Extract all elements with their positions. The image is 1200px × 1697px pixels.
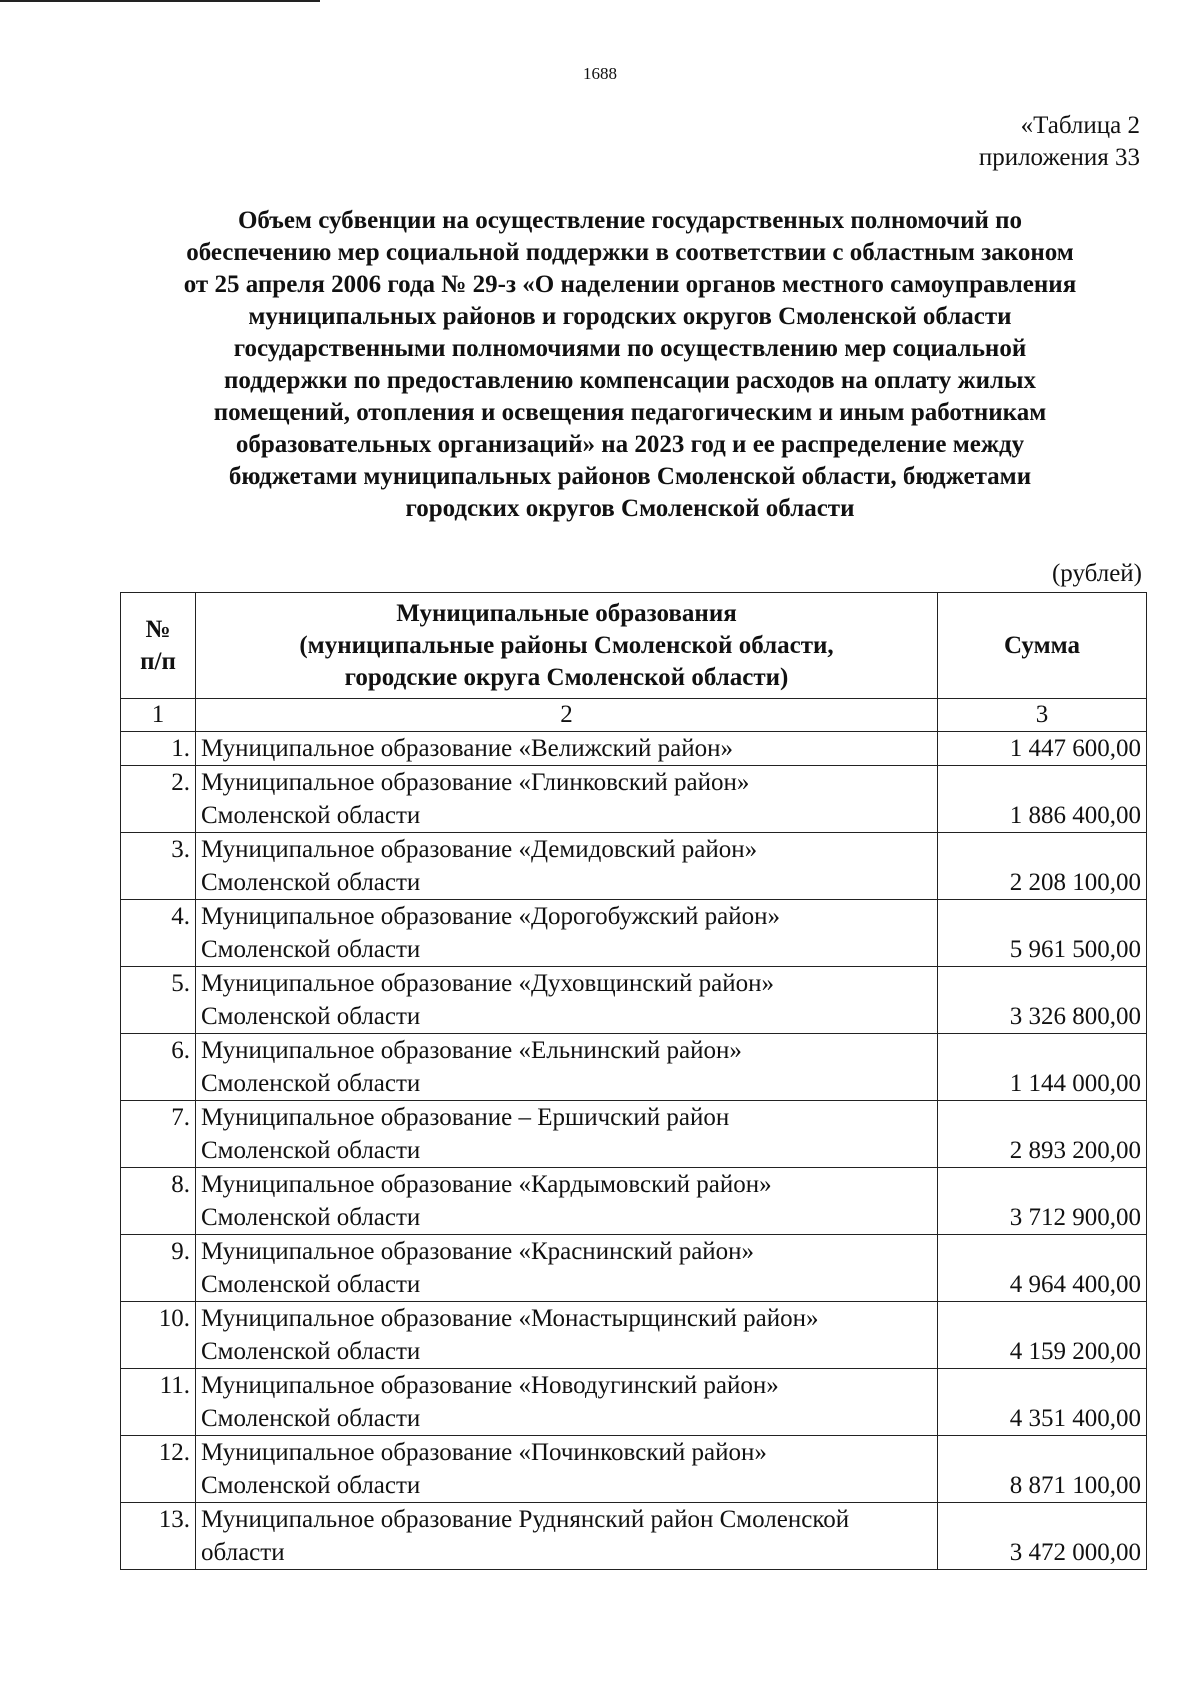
table-row (121, 1503, 1147, 1570)
row-sum: 8 871 100,00 (938, 1436, 1147, 1503)
row-sum: 1 886 400,00 (938, 766, 1147, 833)
table-row (121, 732, 1147, 766)
row-sum: 2 893 200,00 (938, 1101, 1147, 1168)
municipality-name-line: Смоленской области (201, 936, 421, 963)
appendix-reference (979, 110, 1140, 174)
row-municipality (196, 833, 938, 900)
municipality-name-line: Смоленской области (201, 1271, 421, 1298)
table-row (121, 967, 1147, 1034)
page-number: 1688 (583, 64, 617, 83)
row-number: 8. (121, 1168, 196, 1235)
table-row (121, 1302, 1147, 1369)
table-row (121, 766, 1147, 833)
title-line: образовательных организаций» на 2023 год и ее распределение между (235, 431, 1025, 458)
row-sum: 2 208 100,00 (938, 833, 1147, 900)
municipality-name-line: Муниципальное образование «Дорогобужский район» (201, 903, 780, 930)
row-municipality (196, 1369, 938, 1436)
row-number: 6. (121, 1034, 196, 1101)
row-municipality (196, 1436, 938, 1503)
header-municipality-line: городские округа Смоленской области) (344, 663, 789, 691)
row-number: 2. (121, 766, 196, 833)
municipality-name-line: Муниципальное образование «Демидовский район» (201, 836, 758, 863)
row-number: 12. (121, 1436, 196, 1503)
municipality-name-line: Муниципальное образование – Ершичский район (201, 1104, 730, 1131)
table-row (121, 1101, 1147, 1168)
title-line: обеспечению мер социальной поддержки в соответствии с областным законом (186, 239, 1074, 266)
title-line: государственными полномочиями по осуществлению мер социальной (233, 335, 1027, 362)
title-line: муниципальных районов и городских округов Смоленской области (248, 303, 1012, 330)
header-municipality-line: Муниципальные образования (396, 599, 737, 627)
table-row (121, 900, 1147, 967)
table-row (121, 833, 1147, 900)
municipality-name-line: Смоленской области (201, 1472, 421, 1499)
row-municipality (196, 766, 938, 833)
top-rule (0, 0, 320, 2)
table-row (121, 1235, 1147, 1302)
header-municipality-line: (муниципальные районы Смоленской области, (299, 631, 834, 659)
row-sum: 1 144 000,00 (938, 1034, 1147, 1101)
title-line: от 25 апреля 2006 года № 29-з «О наделении органов местного самоуправления (183, 271, 1077, 298)
municipality-name-line: Муниципальное образование «Духовщинский район» (201, 970, 774, 997)
column-index: 1 (121, 699, 196, 732)
title-line: бюджетами муниципальных районов Смоленской области, бюджетами (228, 463, 1032, 490)
row-municipality (196, 967, 938, 1034)
column-index-row (121, 699, 1147, 732)
row-number: 11. (121, 1369, 196, 1436)
row-number: 13. (121, 1503, 196, 1570)
title-line: поддержки по предоставлению компенсации расходов на оплату жилых (223, 367, 1037, 394)
header-municipality (196, 593, 938, 699)
document-title (110, 205, 1150, 525)
municipality-name-line: Смоленской области (201, 802, 421, 829)
row-number: 7. (121, 1101, 196, 1168)
municipality-name-line: Смоленской области (201, 1003, 421, 1030)
row-number: 5. (121, 967, 196, 1034)
row-municipality (196, 1168, 938, 1235)
row-sum: 4 159 200,00 (938, 1302, 1147, 1369)
row-sum: 5 961 500,00 (938, 900, 1147, 967)
row-municipality (196, 900, 938, 967)
municipality-name-line: Смоленской области (201, 869, 421, 896)
row-municipality (196, 1503, 938, 1570)
appendix-number-label: приложения 33 (978, 144, 1140, 171)
municipality-name-line: Муниципальное образование «Глинковский район» (201, 769, 750, 796)
municipality-name-line: Смоленской области (201, 1070, 421, 1097)
municipality-name-line: Муниципальное образование «Велижский район» (201, 735, 733, 762)
row-number: 1. (121, 732, 196, 766)
row-sum: 4 351 400,00 (938, 1369, 1147, 1436)
column-index: 2 (196, 699, 938, 732)
municipality-name-line: Муниципальное образование «Новодугинский район» (201, 1372, 779, 1399)
municipality-name-line: Муниципальное образование Руднянский район Смоленской (201, 1506, 850, 1533)
title-line: городских округов Смоленской области (405, 495, 855, 522)
municipality-name-line: Смоленской области (201, 1204, 421, 1231)
header-number-sign: № (145, 615, 171, 643)
row-sum: 3 712 900,00 (938, 1168, 1147, 1235)
row-sum: 4 964 400,00 (938, 1235, 1147, 1302)
municipality-name-line: Смоленской области (201, 1137, 421, 1164)
appendix-table-label: «Таблица 2 (1020, 112, 1140, 139)
row-number: 3. (121, 833, 196, 900)
row-sum: 3 326 800,00 (938, 967, 1147, 1034)
units-label: (рублей) (1051, 560, 1142, 587)
row-municipality (196, 1101, 938, 1168)
municipality-name-line: Муниципальное образование «Ельнинский район» (201, 1037, 742, 1064)
row-municipality (196, 1034, 938, 1101)
table-row (121, 1369, 1147, 1436)
table-header-row (121, 593, 1147, 699)
table-row (121, 1436, 1147, 1503)
municipality-name-line: Муниципальное образование «Краснинский район» (201, 1238, 755, 1265)
municipality-name-line: Смоленской области (201, 1405, 421, 1432)
header-sum: Сумма (938, 593, 1147, 699)
header-number-abbr: п/п (140, 647, 176, 675)
table-row (121, 1034, 1147, 1101)
municipality-name-line: Муниципальное образование «Кардымовский район» (201, 1171, 772, 1198)
title-line: помещений, отопления и освещения педагогическим и иным работникам (213, 399, 1047, 426)
row-sum: 3 472 000,00 (938, 1503, 1147, 1570)
table-row (121, 1168, 1147, 1235)
header-number (121, 593, 196, 699)
row-sum: 1 447 600,00 (938, 732, 1147, 766)
municipality-name-line: Муниципальное образование «Починковский район» (201, 1439, 767, 1466)
row-number: 4. (121, 900, 196, 967)
column-index: 3 (938, 699, 1147, 732)
municipality-name-line: области (201, 1539, 285, 1566)
row-number: 9. (121, 1235, 196, 1302)
row-number: 10. (121, 1302, 196, 1369)
row-municipality (196, 1302, 938, 1369)
row-municipality (196, 732, 938, 766)
row-municipality (196, 1235, 938, 1302)
municipality-name-line: Смоленской области (201, 1338, 421, 1365)
municipality-name-line: Муниципальное образование «Монастырщинский район» (201, 1305, 819, 1332)
title-line: Объем субвенции на осуществление государственных полномочий по (237, 207, 1023, 234)
subvention-table (120, 592, 1147, 1570)
